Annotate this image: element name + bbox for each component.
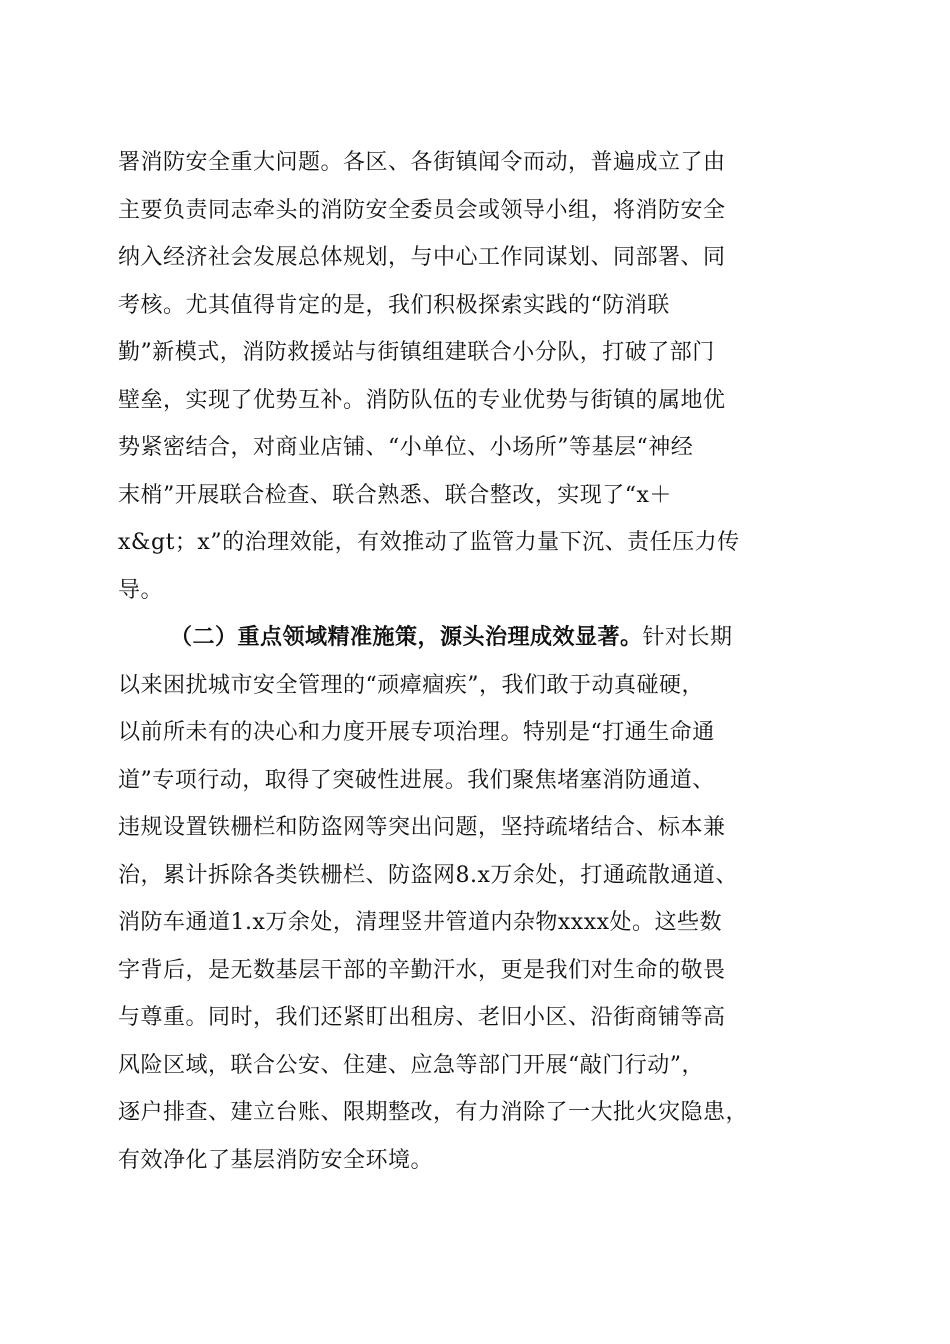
paragraph-line-rest: 针对长期 xyxy=(642,625,733,650)
paragraph-line: 与尊重。同时，我们还紧盯出租房、老旧小区、沿街商铺等高 xyxy=(118,1005,726,1030)
paragraph-line: 治，累计拆除各类铁栅栏、防盗网8.x万余处，打通疏散通道、 xyxy=(118,862,738,888)
paragraph-line: 风险区域，联合公安、住建、应急等部门开展“敲门行动”， xyxy=(118,1052,704,1078)
section-heading: （二）重点领域精准施策，源头治理成效显著。 xyxy=(170,624,643,650)
paragraph-line: 署消防安全重大问题。各区、各街镇闻令而动，普遍成立了由 xyxy=(118,150,726,175)
paragraph-line: x&gt；x”的治理效能，有效推动了监管力量下沉、责任压力传 xyxy=(118,530,740,555)
document-body xyxy=(118,139,838,1184)
paragraph-2 xyxy=(118,614,838,1184)
paragraph-line: 考核。尤其值得肯定的是，我们积极探索实践的“防消联 xyxy=(118,292,670,318)
paragraph-first-line xyxy=(118,614,838,662)
paragraph-line: 有效净化了基层消防安全环境。 xyxy=(118,1147,434,1173)
paragraph-line: 以前所未有的决心和力度开展专项治理。特别是“打通生命通 xyxy=(118,720,715,745)
paragraph-line: 势紧密结合，对商业店铺、“小单位、小场所”等基层“神经 xyxy=(118,435,694,460)
paragraph-line: 纳入经济社会发展总体规划，与中心工作同谋划、同部署、同 xyxy=(118,245,726,270)
paragraph-line: 导。 xyxy=(118,577,164,603)
paragraph-1 xyxy=(118,139,838,614)
paragraph-line: 以来困扰城市安全管理的“顽瘴痼疾”，我们敢于动真碰硬， xyxy=(118,672,704,698)
paragraph-line: 违规设置铁栅栏和防盗网等突出问题，坚持疏堵结合、标本兼 xyxy=(118,815,726,840)
paragraph-line: 道”专项行动，取得了突破性进展。我们聚焦堵塞消防通道、 xyxy=(118,767,715,793)
paragraph-line: 消防车通道1.x万余处，清理竖井管道内杂物xxxx处。这些数 xyxy=(118,910,723,935)
paragraph-line: 主要负责同志牵头的消防安全委员会或领导小组，将消防安全 xyxy=(118,197,726,223)
paragraph-line: 逐户排查、建立台账、限期整改，有力消除了一大批火灾隐患， xyxy=(118,1100,749,1125)
paragraph-line: 末梢”开展联合检查、联合熟悉、联合整改，实现了“x＋ xyxy=(118,482,672,508)
paragraph-line: 壁垒，实现了优势互补。消防队伍的专业优势与街镇的属地优 xyxy=(118,387,726,413)
paragraph-line: 字背后，是无数基层干部的辛勤汗水，更是我们对生命的敬畏 xyxy=(118,957,726,983)
paragraph-line: 勤”新模式，消防救援站与街镇组建联合小分队，打破了部门 xyxy=(118,340,715,365)
